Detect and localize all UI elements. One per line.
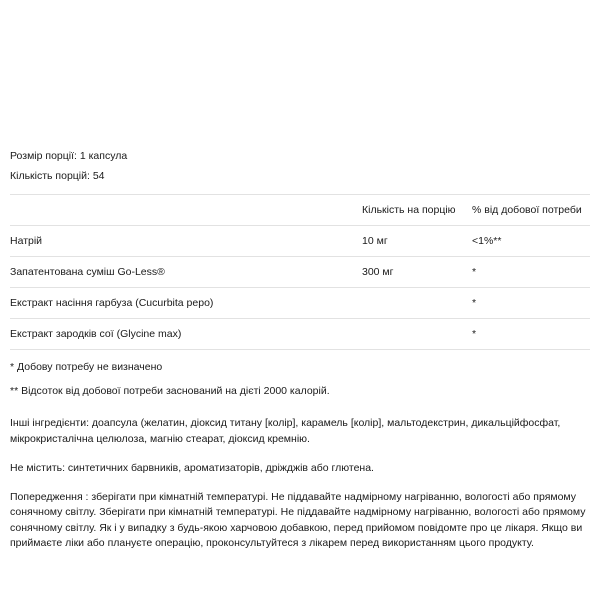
nutrient-name: Екстракт насіння гарбуза (Cucurbita pepo)	[10, 288, 362, 319]
servings-per-container-row	[10, 169, 590, 195]
product-notes	[10, 416, 590, 552]
nutrient-name: Запатентована суміш Go-Less®	[10, 257, 362, 288]
other-ingredients-text: Інші інгредієнти: доапсула (желатин, діоксид титану [колір], карамель [колір], мальтодекстрин, дикальційфосфат, мікрокристалічна целюлоза, магнію стеарат, діоксид кремнію.	[10, 417, 561, 445]
footnote-calorie-basis: ** Відсоток від добової потреби заснований на дієті 2000 калорій.	[10, 385, 330, 397]
servings-blank-dv	[472, 169, 590, 195]
serving-size-blank-amount	[362, 139, 472, 169]
table-row	[10, 257, 590, 288]
footnote-daily-value: * Добову потребу не визначено	[10, 361, 163, 373]
nutrient-name: Натрій	[10, 226, 362, 257]
nutrient-dv: *	[472, 288, 590, 319]
serving-size-blank-dv	[472, 139, 590, 169]
nutrient-dv: <1%**	[472, 226, 590, 257]
nutrient-amount	[362, 288, 472, 319]
servings-per-container-label: Кількість порцій: 54	[10, 169, 362, 195]
serving-size-row	[10, 139, 590, 169]
nutrient-amount	[362, 319, 472, 350]
nutrient-dv: *	[472, 257, 590, 288]
table-row	[10, 226, 590, 257]
serving-size-label: Розмір порції: 1 капсула	[10, 150, 128, 162]
nutrient-name: Екстракт зародків сої (Glycine max)	[10, 319, 362, 350]
nutrient-amount: 10 мг	[362, 226, 472, 257]
footnotes	[10, 350, 590, 399]
servings-blank-amount	[362, 169, 472, 195]
warning-text: Попередження : зберігати при кімнатній температурі. Не піддавайте надмірному нагріванню, вологості або прямому сонячному світлу. Зберігати при кімнатній температурі. Не піддавайте надмірному нагріванню, вологості або прямому сонячному світлу. Як і у випадку з будь-якою харчовою добавкою, перед прийомом повідомте про це лікаря. Якщо ви приймаєте ліки або плануєте операцію, проконсультуйтеся з лікарем перед використанням цього продукту.	[10, 490, 586, 549]
allergens-text: Не містить: синтетичних барвників, ароматизаторів, дріжджів або глютена.	[10, 462, 374, 474]
nutrient-dv: *	[472, 319, 590, 350]
supplement-facts-table	[10, 139, 590, 350]
table-row	[10, 319, 590, 350]
column-header-name	[10, 195, 362, 226]
column-header-amount: Кількість на порцію	[362, 195, 472, 226]
column-header-dv: % від добової потреби	[472, 195, 590, 226]
supplement-facts-panel	[0, 139, 600, 566]
table-header-row	[10, 195, 590, 226]
table-row	[10, 288, 590, 319]
nutrient-amount: 300 мг	[362, 257, 472, 288]
